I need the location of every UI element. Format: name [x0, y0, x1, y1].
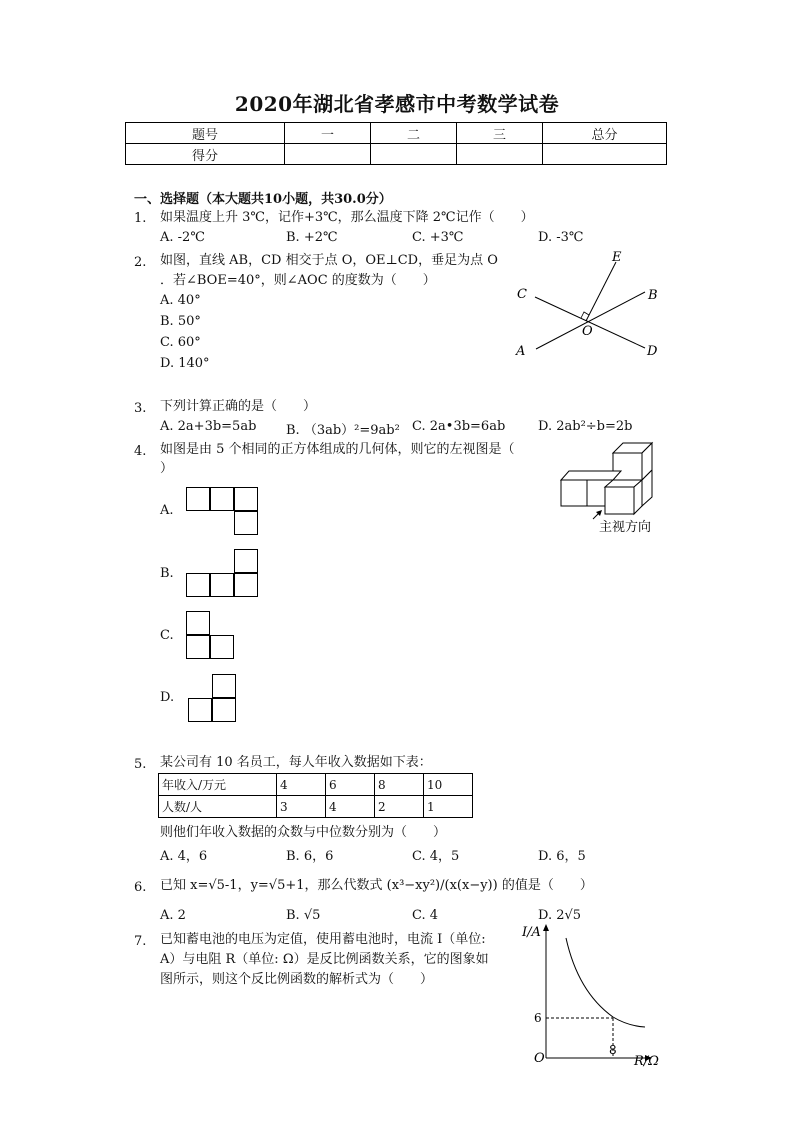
score-cell: 三 [457, 123, 543, 144]
option-b[interactable]: B. √5 [286, 908, 321, 923]
grid-cell [186, 487, 210, 511]
question-text: 下列计算正确的是（ ） [160, 399, 317, 414]
grid-cell [212, 674, 236, 698]
geometry-figure-lines [505, 245, 675, 370]
option-b[interactable]: B. +2℃ [286, 230, 338, 245]
option-a[interactable]: A. -2℃ [160, 230, 205, 245]
option-b[interactable]: B. （3ab）²=9ab² [286, 423, 400, 438]
option-b[interactable]: B. 50° [160, 314, 201, 329]
cube-figure [555, 440, 670, 540]
question-text: 图所示，则这个反比例函数的解析式为（ ） [160, 972, 434, 987]
question-text: 某公司有 10 名员工，每人年收入数据如下表： [160, 755, 432, 770]
grid-cell [234, 487, 258, 511]
grid-cell [188, 698, 212, 722]
score-input-cell[interactable] [285, 144, 371, 165]
income-table [158, 773, 473, 818]
question-number: 1. [134, 211, 147, 226]
option-a[interactable]: A. 2 [160, 908, 186, 923]
option-c[interactable]: C. 2a•3b=6ab [412, 419, 506, 434]
label-a: A [516, 344, 526, 359]
option-c[interactable]: C. +3℃ [412, 230, 464, 245]
question-number: 3. [134, 401, 147, 416]
option-b[interactable]: B. 6，6 [286, 849, 334, 864]
question-number: 2. [134, 255, 147, 270]
table-cell: 年收入/万元 [159, 774, 277, 796]
score-table [125, 122, 667, 165]
option-d[interactable]: D. 6，5 [538, 849, 586, 864]
grid-cell [212, 698, 236, 722]
question-text: 则他们年收入数据的众数与中位数分别为（ ） [160, 825, 447, 840]
origin-label: O [534, 1051, 545, 1066]
option-a[interactable]: A. 4，6 [160, 849, 208, 864]
table-row [159, 774, 473, 796]
y-axis-arrow-icon [543, 924, 549, 931]
y-axis-label: I/A [522, 925, 541, 940]
section-heading: 一、选择题（本大题共10小题，共30.0分） [134, 192, 392, 207]
question-number: 4. [134, 444, 147, 459]
question-text: 如图是由 5 个相同的正方体组成的几何体，则它的左视图是（ [160, 442, 515, 457]
score-cell: 一 [285, 123, 371, 144]
score-input-cell[interactable] [457, 144, 543, 165]
cube-face [613, 453, 642, 480]
grid-cell [186, 611, 210, 635]
table-cell: 4 [326, 796, 375, 818]
grid-cell [234, 511, 258, 535]
label-c: C [517, 287, 527, 302]
grid-cell [186, 573, 210, 597]
option-d[interactable]: D. [160, 690, 175, 705]
score-cell: 得分 [126, 144, 285, 165]
page-title: 2020年湖北省孝感市中考数学试卷 [234, 92, 560, 116]
option-c[interactable]: C. [160, 628, 174, 643]
label-b: B [648, 288, 658, 303]
option-a[interactable]: A. [160, 503, 174, 518]
table-cell: 8 [375, 774, 424, 796]
table-cell: 4 [277, 774, 326, 796]
score-input-cell[interactable] [371, 144, 457, 165]
table-cell: 6 [326, 774, 375, 796]
question-text: 如图，直线 AB，CD 相交于点 O，OE⊥CD，垂足为点 O [160, 253, 498, 268]
table-cell: 3 [277, 796, 326, 818]
option-d[interactable]: D. 2√5 [538, 908, 582, 923]
question-text: ） [160, 461, 174, 476]
question-number: 5. [134, 757, 147, 772]
grid-cell [234, 549, 258, 573]
table-cell: 1 [424, 796, 473, 818]
figure-caption: 主视方向 [599, 520, 652, 535]
label-d: D [647, 344, 658, 359]
cube-face [561, 471, 621, 480]
grid-cell [186, 635, 210, 659]
x-axis-label: R/Ω [634, 1054, 659, 1069]
grid-cell [234, 573, 258, 597]
question-number: 6. [134, 880, 147, 895]
grid-cell [210, 487, 234, 511]
x-tick-label: 8 [609, 1043, 617, 1057]
option-d[interactable]: D. 2ab²÷b=2b [538, 419, 633, 434]
option-d[interactable]: D. 140° [160, 356, 210, 371]
option-c[interactable]: C. 4，5 [412, 849, 460, 864]
inverse-function-graph [518, 922, 668, 1070]
table-cell: 人数/人 [159, 796, 277, 818]
question-text: 已知蓄电池的电压为定值，使用蓄电池时，电流 I（单位: [160, 932, 486, 947]
label-o: O [582, 324, 593, 339]
grid-cell [210, 635, 234, 659]
cube-face [605, 487, 634, 514]
y-tick-label: 6 [534, 1011, 542, 1025]
question-text: ．若∠BOE=40°，则∠AOC 的度数为（ ） [160, 273, 436, 288]
question-text: A）与电阻 R（单位: Ω）是反比例函数关系，它的图象如 [160, 952, 489, 967]
option-a[interactable]: A. 2a+3b=5ab [160, 419, 257, 434]
option-c[interactable]: C. 60° [160, 335, 201, 350]
score-input-cell[interactable] [543, 144, 667, 165]
score-cell: 题号 [126, 123, 285, 144]
line-oe [586, 262, 616, 321]
table-cell: 10 [424, 774, 473, 796]
label-e: E [612, 250, 622, 265]
cube-face [561, 480, 587, 506]
score-table-header-row [126, 123, 667, 144]
option-a[interactable]: A. 40° [160, 293, 201, 308]
question-text: 如果温度上升 3℃，记作+3℃，那么温度下降 2℃记作（ ） [160, 210, 534, 225]
score-cell: 总分 [543, 123, 667, 144]
option-d[interactable]: D. -3℃ [538, 230, 584, 245]
question-number: 7. [134, 934, 147, 949]
question-text: 已知 x=√5-1，y=√5+1，那么代数式 (x³−xy²)/(x(x−y)) 的值是（ ） [160, 878, 593, 893]
score-cell: 二 [371, 123, 457, 144]
function-curve [566, 938, 645, 1027]
option-b[interactable]: B. [160, 566, 174, 581]
table-cell: 2 [375, 796, 424, 818]
option-c[interactable]: C. 4 [412, 908, 439, 923]
grid-cell [210, 573, 234, 597]
table-row [159, 796, 473, 818]
score-table-row [126, 144, 667, 165]
